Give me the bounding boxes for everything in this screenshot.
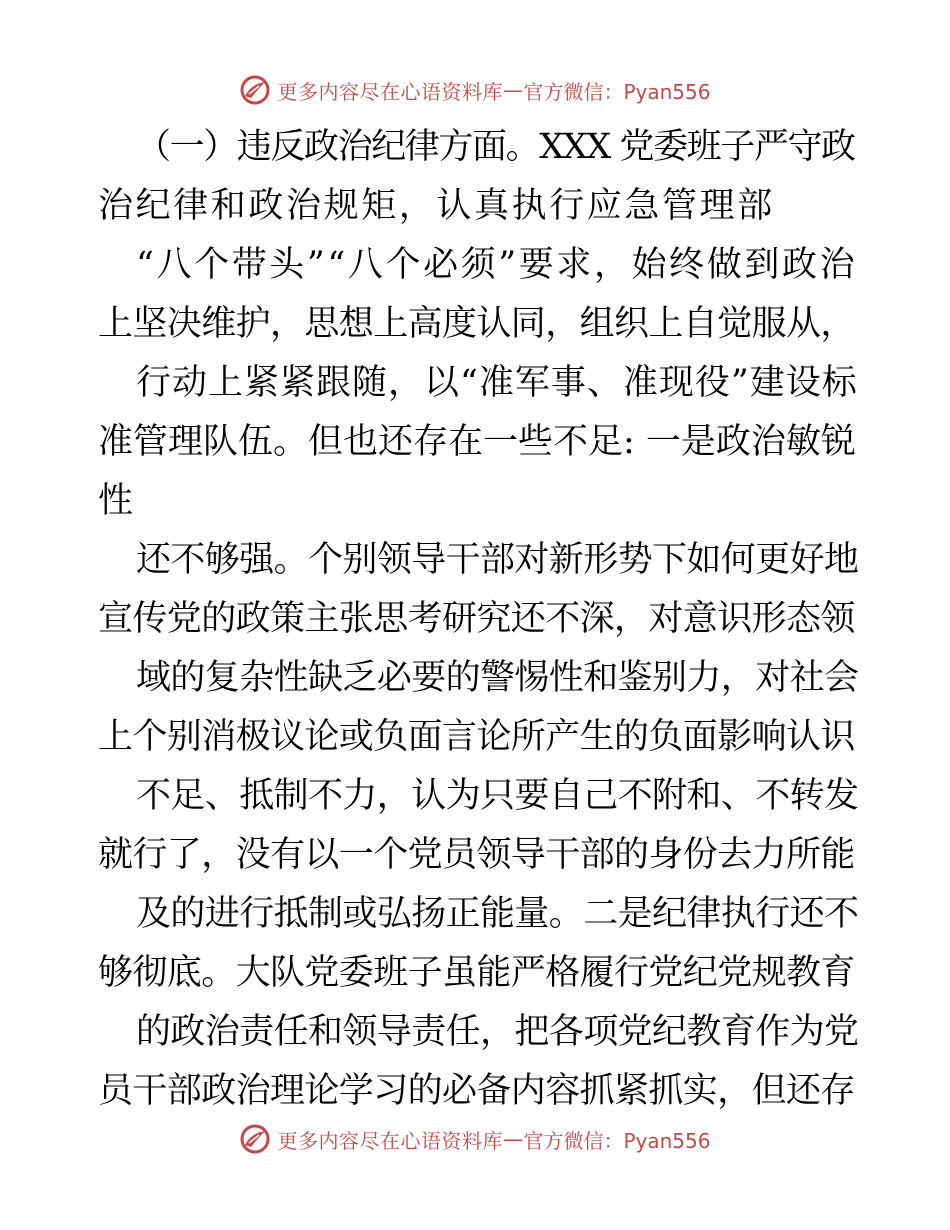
text-line: 域的复杂性缺乏必要的警惕性和鉴别力，对社会 [136,658,859,698]
text-line: 上个别消极议论或负面言论所产生的负面影响认识 [98,717,855,757]
watermark-wechat: 官方微信：Pyan556 [523,79,711,104]
text-line: 还不够强。个别领导干部对新形势下如何更好地 [136,540,859,580]
watermark-wechat: 官方微信：Pyan556 [523,1128,711,1153]
document-body [98,118,858,1121]
text-line: “八个带头”“八个必须”要求，始终做到政治 [136,245,858,285]
pen-circle-logo-icon [239,1123,271,1155]
footer-watermark [0,1121,950,1157]
header-watermark [0,72,950,108]
text-line: 行动上紧紧跟随，以“准军事、准现役”建设标 [136,363,858,403]
text-line: 不足、抵制不力，认为只要自己不附和、不转发 [136,776,859,816]
text-line: 员干部政治理论学习的必备内容抓紧抓实，但还存 [98,1071,855,1111]
text-line: 及的进行抵制或弘扬正能量。二是纪律执行还不 [136,894,859,934]
text-line: （一）违反政治纪律方面。XXX 党委班子严守政 [136,127,855,167]
text-line: 就行了，没有以一个党员领导干部的身份去力所能 [98,835,855,875]
watermark-text: 更多内容尽在心语资料库 [277,79,503,104]
text-line: 宣传党的政策主张思考研究还不深，对意识形态领 [98,599,855,639]
text-line: 上坚决维护，思想上高度认同，组织上自觉服从， [98,304,855,344]
watermark-separator: — [502,78,524,102]
watermark-separator: — [502,1127,524,1151]
text-line: 的政治责任和领导责任，把各项党纪教育作为党 [136,1012,859,1052]
watermark-text: 更多内容尽在心语资料库 [277,1128,503,1153]
text-line: 治纪律和政治规矩，认真执行应急管理部 [98,186,775,226]
text-line: 准管理队伍。但也还存在一些不足: 一是政治敏锐 [98,422,856,462]
pen-circle-logo-icon [239,74,271,106]
text-line: 性 [98,481,136,521]
text-line: 够彻底。大队党委班子虽能严格履行党纪党规教育 [98,953,855,993]
